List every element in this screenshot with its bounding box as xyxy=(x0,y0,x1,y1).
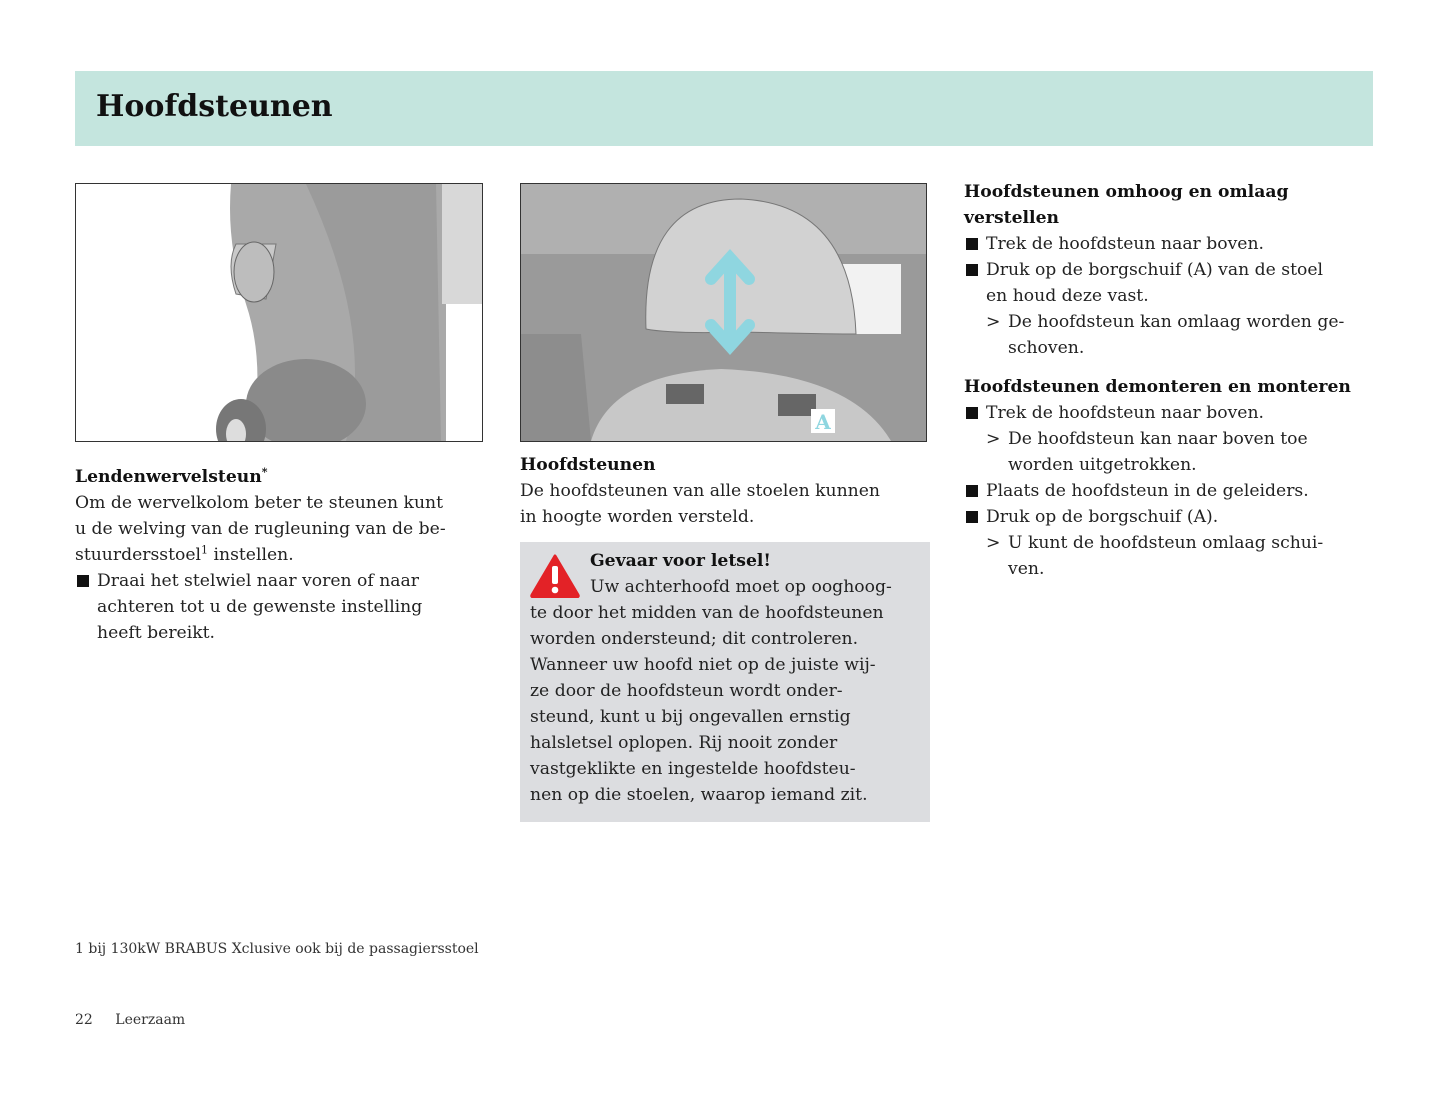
text-line: De hoofdsteunen van alle stoelen kunnen xyxy=(520,481,880,501)
text-line: achteren tot u de gewenste instelling xyxy=(97,597,423,617)
adjust-section xyxy=(964,179,1351,582)
text-line: in hoogte worden versteld. xyxy=(520,507,755,527)
text-line: Wanneer uw hoofd niet op de juiste wij- xyxy=(530,655,876,675)
footer-section: Leerzaam xyxy=(115,1012,186,1028)
text-line: worden uitgetrokken. xyxy=(1008,455,1197,475)
bullet-item: Plaats de hoofdsteun in de geleiders. xyxy=(964,478,1351,504)
lumbar-section xyxy=(75,464,446,646)
text-line: heeft bereikt. xyxy=(97,623,215,643)
text-line: nen op die stoelen, waarop iemand zit. xyxy=(530,785,868,805)
section-heading: Hoofdsteunen xyxy=(520,455,656,475)
text-line: Uw achterhoofd moet op ooghoog- xyxy=(590,577,892,597)
footnote-ref: 1 xyxy=(201,543,209,557)
result-item: > De hoofdsteun kan omlaag worden ge- xyxy=(986,312,1345,332)
bullet-item: Druk op de borgschuif (A). xyxy=(964,504,1351,530)
text-line: u de welving van de rugleuning van de be- xyxy=(75,519,446,539)
warning-box xyxy=(520,542,930,822)
page-number: 22 xyxy=(75,1012,93,1028)
bullet-item: Trek de hoofdsteun naar boven. xyxy=(964,231,1351,257)
text-line: stuurdersstoel$^1$ instellen. xyxy=(75,543,294,565)
figure-label-a: A xyxy=(815,410,831,434)
page-title: Hoofdsteunen xyxy=(96,89,333,124)
headrest-illustration xyxy=(521,184,926,441)
text-line: worden ondersteund; dit controleren. xyxy=(530,629,859,649)
headrest-section xyxy=(520,452,880,530)
section-heading: Lendenwervelsteun* xyxy=(75,465,268,487)
text-line: Om de wervelkolom beter te steunen kunt xyxy=(75,493,444,513)
text-line: halsletsel oplopen. Rij nooit zonder xyxy=(530,733,838,753)
warning-title: Gevaar voor letsel! xyxy=(590,551,771,571)
headrest-figure xyxy=(520,183,927,442)
bullet-item: Druk op de borgschuif (A) van de stoel xyxy=(964,257,1351,283)
text-line: ze door de hoofdsteun wordt onder- xyxy=(530,681,843,701)
footnote: 1 bij 130kW BRABUS Xclusive ook bij de passagiersstoel xyxy=(75,941,479,957)
section-heading: Hoofdsteunen demonteren en monteren xyxy=(964,377,1351,397)
result-item: > De hoofdsteun kan naar boven toe xyxy=(986,429,1308,449)
section-heading: Hoofdsteunen omhoog en omlaag xyxy=(964,182,1289,202)
page-footer xyxy=(75,1012,185,1028)
bullet-item: Draai het stelwiel naar voren of naar xyxy=(75,568,446,594)
section-heading: verstellen xyxy=(964,208,1060,228)
text-line: en houd deze vast. xyxy=(986,286,1149,306)
text-line: te door het midden van de hoofdsteunen xyxy=(530,603,884,623)
text-line: schoven. xyxy=(1008,338,1085,358)
text-line: vastgeklikte en ingestelde hoofdsteu- xyxy=(530,759,856,779)
lumbar-knob-illustration xyxy=(76,184,482,441)
title-banner xyxy=(75,71,1373,146)
lumbar-support-figure xyxy=(75,183,483,442)
text-line: steund, kunt u bij ongevallen ernstig xyxy=(530,707,851,727)
bullet-item: Trek de hoofdsteun naar boven. xyxy=(964,400,1351,426)
result-item: > U kunt de hoofdsteun omlaag schui- xyxy=(986,533,1324,553)
text-line: ven. xyxy=(1008,559,1045,579)
